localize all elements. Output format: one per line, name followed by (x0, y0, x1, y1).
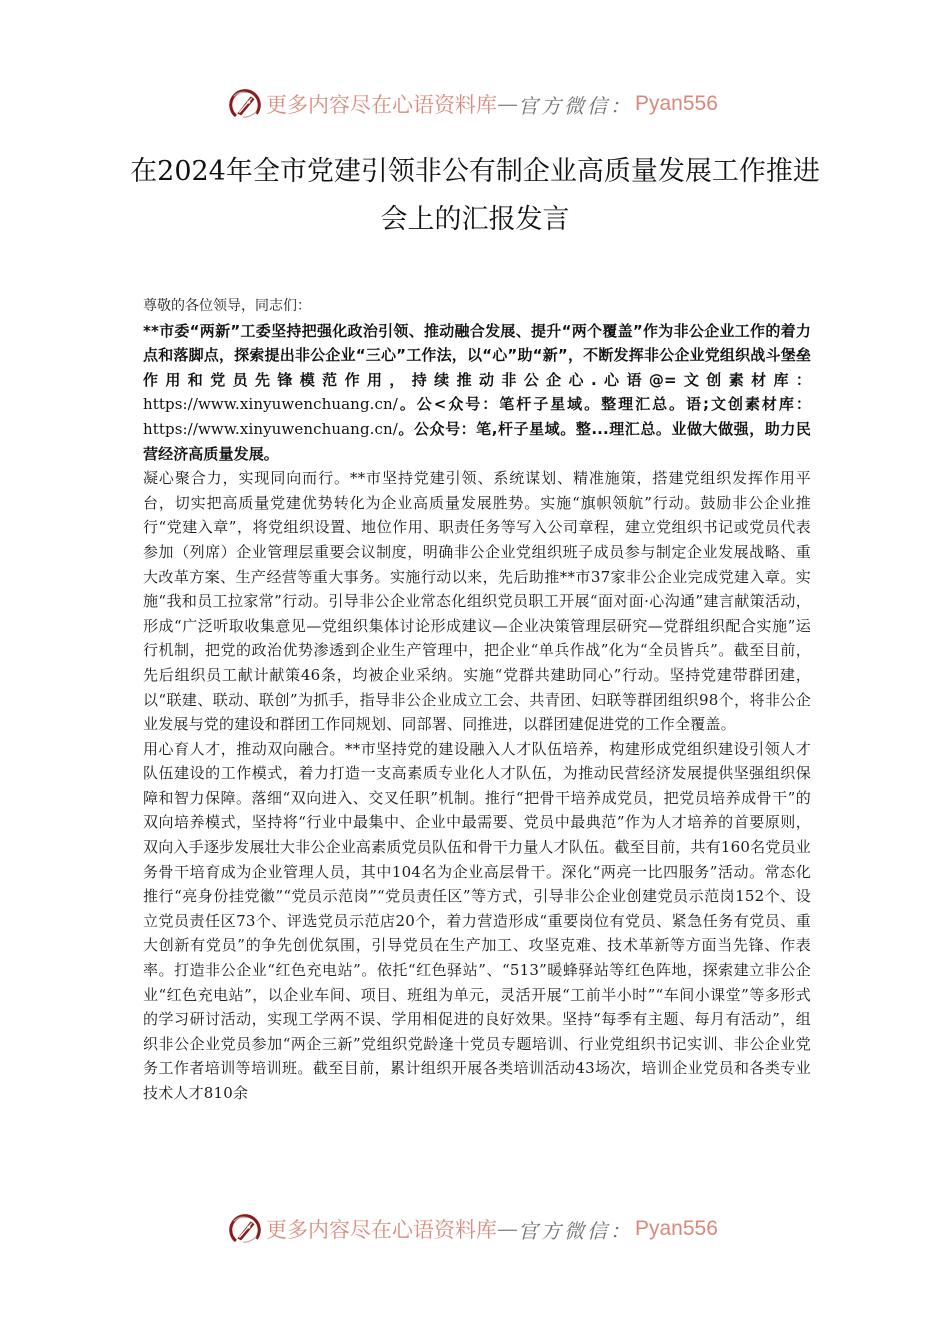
watermark-wechat-label: 官方微信： (518, 93, 633, 118)
salutation: 尊敬的各位领导，同志们： (143, 298, 311, 314)
quill-pen-logo-icon (226, 85, 264, 123)
document-title: 在2024年全市党建引领非公有制企业高质量发展工作推进会上的汇报发言 (130, 156, 820, 235)
intro-url-2: https://www.xinyuwenchuang.cn/ (143, 419, 398, 438)
intro-text-1: **市委“两新”工委坚持把强化政治引领、推动融合发展、提升“两个覆盖”作为非公企业工作的着力点和落脚点，探索提出非公企业“三心”工作法，以“心”助“新”，不断发挥非公企业党组织战斗堡垒作用和党员先锋模范作用，持续推动非公企心.心语@=文创素材库： (143, 321, 811, 389)
document-body (143, 294, 811, 1106)
body-paragraph: 凝心聚合力，实现同向而行。**市坚持党建引领、系统谋划、精准施策，搭建党组织发挥作用平台，切实把高质量党建优势转化为企业高质量发展胜势。实施“旗帜领航”行动。鼓励非公企业推行“党建入章”，将党组织设置、地位作用、职责任务等写入公司章程，建立党组织书记或党员代表参加（列席）企业管理层重要会议制度，明确非公企业党组织班子成员参与制定企业发展战略、重大改革方案、生产经营等重大事务。实施行动以来，先后助推**市37家非公企业完成党建入章。实施“我和员工拉家常”行动。引导非公企业常态化组织党员职工开展“面对面·心沟通”建言献策活动，形成“广泛听取收集意见—党组织集体讨论形成建议—企业决策管理层研究—党群组织配合实施”运行机制，把党的政治优势渗透到企业生产管理中，把企业“单兵作战”化为“全员皆兵”。截至目前，先后组织员工献计献策46条，均被企业采纳。实施“党群共建助同心”行动。坚持党建带群团建，以“联建、联动、联创”为抓手，指导非公企业成立工会、共青团、妇联等群团组织98个，将非公企业发展与党的建设和群团工作同规划、同部署、同推进，以群团建促进党的工作全覆盖。 (143, 469, 811, 734)
intro-url-1: https://www.xinyuwenchuang.cn/ (143, 395, 398, 414)
intro-paragraph (143, 319, 811, 467)
intro-text-3: 。公众号：笔,杆子星域。整...理汇总。业做大做强，助力民营经济高质量发展。 (143, 419, 811, 463)
watermark-wechat-handle: Pyan556 (635, 1217, 718, 1240)
watermark-dash: — (497, 1217, 518, 1241)
footer-watermark (226, 1207, 726, 1251)
body-paragraph: 用心育人才，推动双向融合。**市坚持党的建设融入人才队伍培养，构建形成党组织建设引领人才队伍建设的工作模式，着力打造一支高素质专业化人才队伍，为推动民营经济发展提供坚强组织保障和智力保障。落细“双向进入、交叉任职”机制。推行“把骨干培养成党员，把党员培养成骨干”的双向培养模式，坚持将“行业中最集中、企业中最需要、党员中最典范”作为人才培养的首要原则，双向入手逐步发展壮大非公企业高素质党员队伍和骨干力量人才队伍。截至目前，共有160名党员业务骨干培育成为企业管理人员，其中104名为企业高层骨干。深化“两亮一比四服务”活动。常态化推行“亮身份挂党徽”“党员示范岗”“党员责任区”等方式，引导非公企业创建党员示范岗152个、设立党员责任区73个、评选党员示范店20个，着力营造形成“重要岗位有党员、紧急任务有党员、重大创新有党员”的争先创优氛围，引导党员在生产加工、攻坚克难、技术革新等方面当先锋、作表率。打造非公企业“红色充电站”。依托“红色驿站”、“513”暖蜂驿站等红色阵地，探索建立非公企业“红色充电站”，以企业车间、项目、班组为单元，灵活开展“工前半小时”“车间小课堂”等多形式的学习研讨活动，实现工学两不误、学用相促进的良好效果。坚持“每季有主题、每月有活动”，组织非公企业党员参加“两企三新”党组织党龄逢十党员专题培训、行业党组织书记实训、非公企业党务工作者培训等培训班。截至目前，累计组织开展各类培训活动43场次，培训企业党员和各类专业技术人才810余 (143, 739, 811, 1102)
header-watermark (226, 82, 726, 126)
intro-text-2: 。公<众号：笔杆子星域。整理汇总。语;文创素材库： (397, 395, 811, 414)
watermark-dash: — (497, 92, 518, 116)
quill-pen-logo-icon (226, 1210, 264, 1248)
watermark-brand-text: 更多内容尽在心语资料库 (266, 1218, 497, 1242)
watermark-brand-text: 更多内容尽在心语资料库 (266, 93, 497, 117)
watermark-wechat-handle: Pyan556 (635, 92, 718, 115)
watermark-wechat-label: 官方微信： (518, 1218, 633, 1243)
